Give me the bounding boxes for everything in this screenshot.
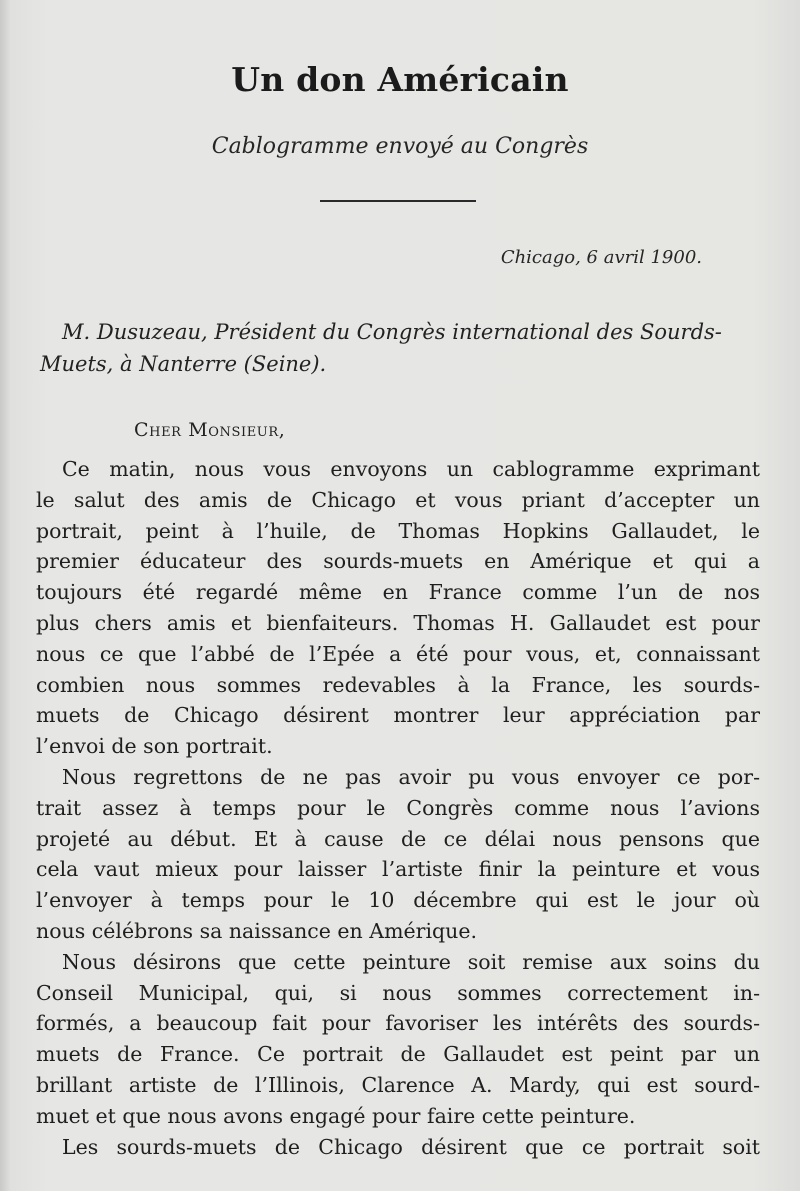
- text-line: portrait, peint à l’huile, de Thomas Hopkins Gallaudet, le: [36, 518, 760, 543]
- text-line: toujours été regardé même en France comme l’un de nos: [36, 580, 760, 605]
- text-line: muets de France. Ce portrait de Gallaudet est peint par un: [36, 1042, 760, 1067]
- paragraph: [36, 947, 760, 1132]
- addressee-block: [40, 316, 760, 380]
- text-line: Nous désirons que cette peinture soit remise aux soins du: [62, 949, 760, 974]
- text-line: premier éducateur des sourds-muets en Amérique et qui a: [36, 549, 760, 574]
- page-subtitle: Cablogramme envoyé au Congrès: [211, 134, 589, 159]
- letter-body: [36, 454, 760, 1162]
- text-line: plus chers amis et bienfaiteurs. Thomas H. Gallaudet est pour: [36, 610, 760, 635]
- text-line: cela vaut mieux pour laisser l’artiste finir la peinture et vous: [36, 857, 760, 882]
- text-line: Ce matin, nous vous envoyons un cablogramme exprimant: [62, 457, 760, 481]
- text-line: combien nous sommes redevables à la France, les sourds-: [36, 672, 760, 697]
- salutation: Cher Monsieur,: [134, 419, 286, 441]
- text-line: le salut des amis de Chicago et vous priant d’accepter un: [36, 487, 760, 512]
- text-line: l’envoyer à temps pour le 10 décembre qui est le jour où: [36, 888, 760, 913]
- text-line: Nous regrettons de ne pas avoir pu vous envoyer ce por-: [62, 764, 760, 789]
- text-line: Les sourds-muets de Chicago désirent que ce portrait soit: [62, 1134, 760, 1159]
- text-line: trait assez à temps pour le Congrès comme nous l’avions: [36, 795, 760, 820]
- text-line: nous ce que l’abbé de l’Epée a été pour vous, et, connaissant: [36, 641, 760, 666]
- paragraph: [36, 762, 760, 947]
- text-line: Conseil Municipal, qui, si nous sommes correctement in-: [36, 980, 760, 1005]
- text-line: formés, a beaucoup fait pour favoriser les intérêts des sourds-: [36, 1011, 760, 1036]
- paragraph: [36, 454, 760, 762]
- text-line: muet et que nous avons engagé pour faire cette peinture.: [36, 1103, 636, 1128]
- title-divider: [320, 200, 476, 202]
- paragraph: [36, 1132, 760, 1163]
- text-line: brillant artiste de l’Illinois, Clarence A. Mardy, qui est sourd-: [36, 1072, 760, 1097]
- page-title: Un don Américain: [231, 60, 569, 99]
- text-line: nous célébrons sa naissance en Amérique.: [36, 918, 477, 943]
- text-line: l’envoi de son portrait.: [36, 734, 273, 759]
- dateline: Chicago, 6 avril 1900.: [500, 247, 702, 268]
- page-edge-shadow: [0, 0, 10, 1191]
- addressee-line: Muets, à Nanterre (Seine).: [40, 352, 327, 376]
- text-line: muets de Chicago désirent montrer leur appréciation par: [36, 703, 760, 728]
- text-line: projeté au début. Et à cause de ce délai nous pensons que: [36, 826, 760, 851]
- addressee-line: M. Dusuzeau, Président du Congrès international des Sourds-: [62, 320, 722, 344]
